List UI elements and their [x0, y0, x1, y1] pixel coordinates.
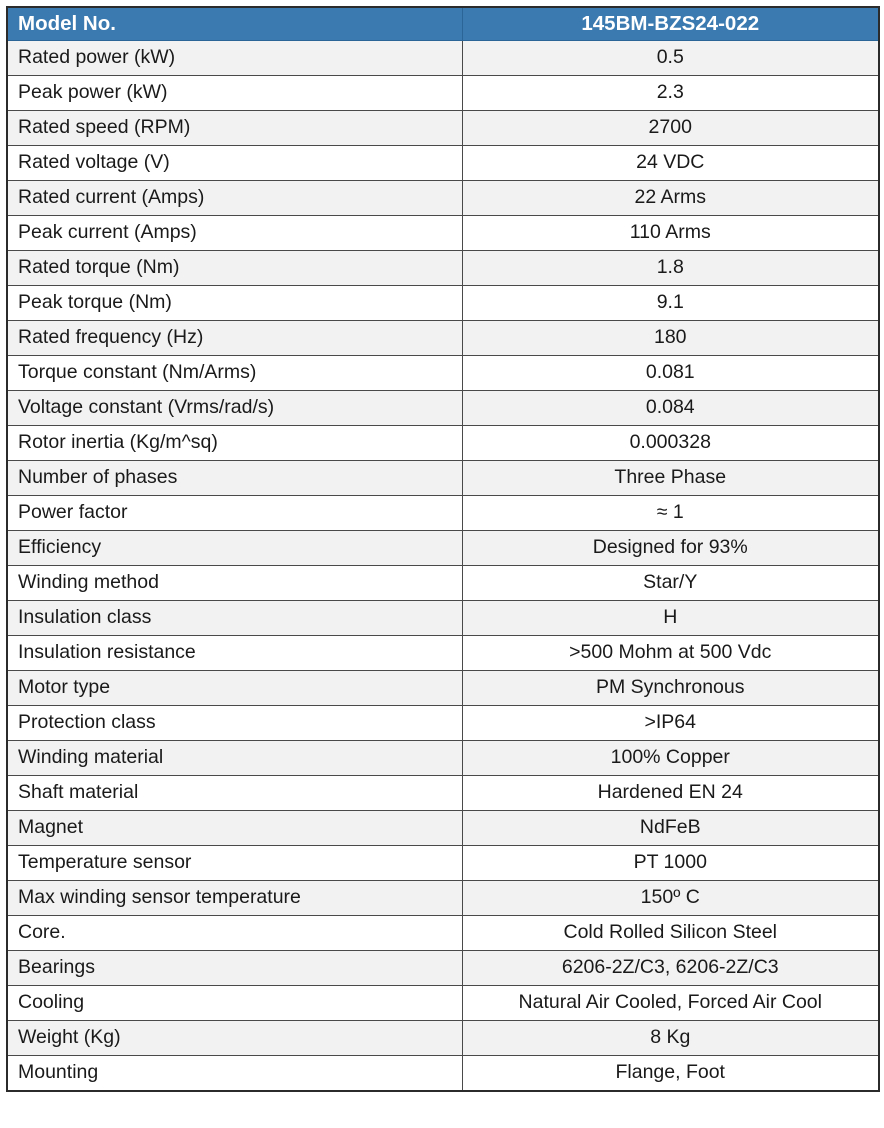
spec-value-cell: 9.1: [462, 286, 879, 321]
table-row: [7, 251, 879, 286]
table-row: [7, 811, 879, 846]
table-row: [7, 741, 879, 776]
spec-value-cell: 0.5: [462, 41, 879, 76]
spec-parameter-cell: Core.: [7, 916, 462, 951]
spec-parameter-cell: Number of phases: [7, 461, 462, 496]
spec-parameter-cell: Motor type: [7, 671, 462, 706]
spec-parameter-cell: Rated torque (Nm): [7, 251, 462, 286]
table-row: [7, 671, 879, 706]
spec-parameter-cell: Insulation class: [7, 601, 462, 636]
spec-value-cell: 100% Copper: [462, 741, 879, 776]
table-body: [7, 41, 879, 1092]
spec-value-cell: 1.8: [462, 251, 879, 286]
header-row: [7, 7, 879, 41]
spec-value-cell: 2.3: [462, 76, 879, 111]
table-header: [7, 7, 879, 41]
spec-value-cell: >500 Mohm at 500 Vdc: [462, 636, 879, 671]
spec-value-cell: H: [462, 601, 879, 636]
spec-value-cell: PM Synchronous: [462, 671, 879, 706]
table-row: [7, 601, 879, 636]
spec-parameter-cell: Efficiency: [7, 531, 462, 566]
spec-parameter-cell: Peak current (Amps): [7, 216, 462, 251]
table-row: [7, 776, 879, 811]
spec-parameter-cell: Rated frequency (Hz): [7, 321, 462, 356]
spec-parameter-cell: Peak power (kW): [7, 76, 462, 111]
table-row: [7, 566, 879, 601]
spec-parameter-cell: Rotor inertia (Kg/m^sq): [7, 426, 462, 461]
table-row: [7, 846, 879, 881]
spec-parameter-cell: Rated speed (RPM): [7, 111, 462, 146]
spec-parameter-cell: Rated power (kW): [7, 41, 462, 76]
spec-parameter-cell: Weight (Kg): [7, 1021, 462, 1056]
spec-value-cell: 150º C: [462, 881, 879, 916]
spec-parameter-cell: Temperature sensor: [7, 846, 462, 881]
table-row: [7, 986, 879, 1021]
header-cell-model-value: 145BM-BZS24-022: [462, 7, 879, 41]
spec-parameter-cell: Peak torque (Nm): [7, 286, 462, 321]
spec-value-cell: 2700: [462, 111, 879, 146]
spec-value-cell: Natural Air Cooled, Forced Air Cool: [462, 986, 879, 1021]
table-row: [7, 1021, 879, 1056]
spec-value-cell: 6206-2Z/C3, 6206-2Z/C3: [462, 951, 879, 986]
table-row: [7, 636, 879, 671]
spec-value-cell: 24 VDC: [462, 146, 879, 181]
spec-value-cell: Flange, Foot: [462, 1056, 879, 1092]
table-row: [7, 881, 879, 916]
table-row: [7, 146, 879, 181]
spec-parameter-cell: Power factor: [7, 496, 462, 531]
spec-parameter-cell: Rated current (Amps): [7, 181, 462, 216]
table-row: [7, 1056, 879, 1092]
spec-parameter-cell: Cooling: [7, 986, 462, 1021]
spec-parameter-cell: Winding method: [7, 566, 462, 601]
table-row: [7, 916, 879, 951]
spec-value-cell: 0.081: [462, 356, 879, 391]
spec-parameter-cell: Magnet: [7, 811, 462, 846]
table-row: [7, 41, 879, 76]
spec-value-cell: Hardened EN 24: [462, 776, 879, 811]
spec-parameter-cell: Voltage constant (Vrms/rad/s): [7, 391, 462, 426]
spec-parameter-cell: Max winding sensor temperature: [7, 881, 462, 916]
spec-value-cell: 8 Kg: [462, 1021, 879, 1056]
spec-parameter-cell: Bearings: [7, 951, 462, 986]
spec-value-cell: Three Phase: [462, 461, 879, 496]
spec-parameter-cell: Torque constant (Nm/Arms): [7, 356, 462, 391]
table-row: [7, 286, 879, 321]
table-row: [7, 391, 879, 426]
table-row: [7, 531, 879, 566]
spec-value-cell: 0.084: [462, 391, 879, 426]
spec-value-cell: Cold Rolled Silicon Steel: [462, 916, 879, 951]
spec-parameter-cell: Winding material: [7, 741, 462, 776]
table-row: [7, 76, 879, 111]
table-row: [7, 356, 879, 391]
table-row: [7, 321, 879, 356]
table-row: [7, 496, 879, 531]
table-row: [7, 181, 879, 216]
spec-value-cell: Star/Y: [462, 566, 879, 601]
table-row: [7, 111, 879, 146]
table-row: [7, 461, 879, 496]
spec-value-cell: NdFeB: [462, 811, 879, 846]
motor-specification-table: [6, 6, 880, 1092]
spec-value-cell: Designed for 93%: [462, 531, 879, 566]
table-row: [7, 951, 879, 986]
spec-parameter-cell: Protection class: [7, 706, 462, 741]
table-row: [7, 706, 879, 741]
spec-value-cell: 0.000328: [462, 426, 879, 461]
spec-parameter-cell: Shaft material: [7, 776, 462, 811]
spec-parameter-cell: Insulation resistance: [7, 636, 462, 671]
spec-value-cell: ≈ 1: [462, 496, 879, 531]
spec-value-cell: PT 1000: [462, 846, 879, 881]
table-row: [7, 426, 879, 461]
spec-parameter-cell: Mounting: [7, 1056, 462, 1092]
spec-value-cell: 22 Arms: [462, 181, 879, 216]
header-cell-model-no: Model No.: [7, 7, 462, 41]
table-row: [7, 216, 879, 251]
spec-value-cell: 110 Arms: [462, 216, 879, 251]
spec-parameter-cell: Rated voltage (V): [7, 146, 462, 181]
spec-value-cell: >IP64: [462, 706, 879, 741]
spec-value-cell: 180: [462, 321, 879, 356]
